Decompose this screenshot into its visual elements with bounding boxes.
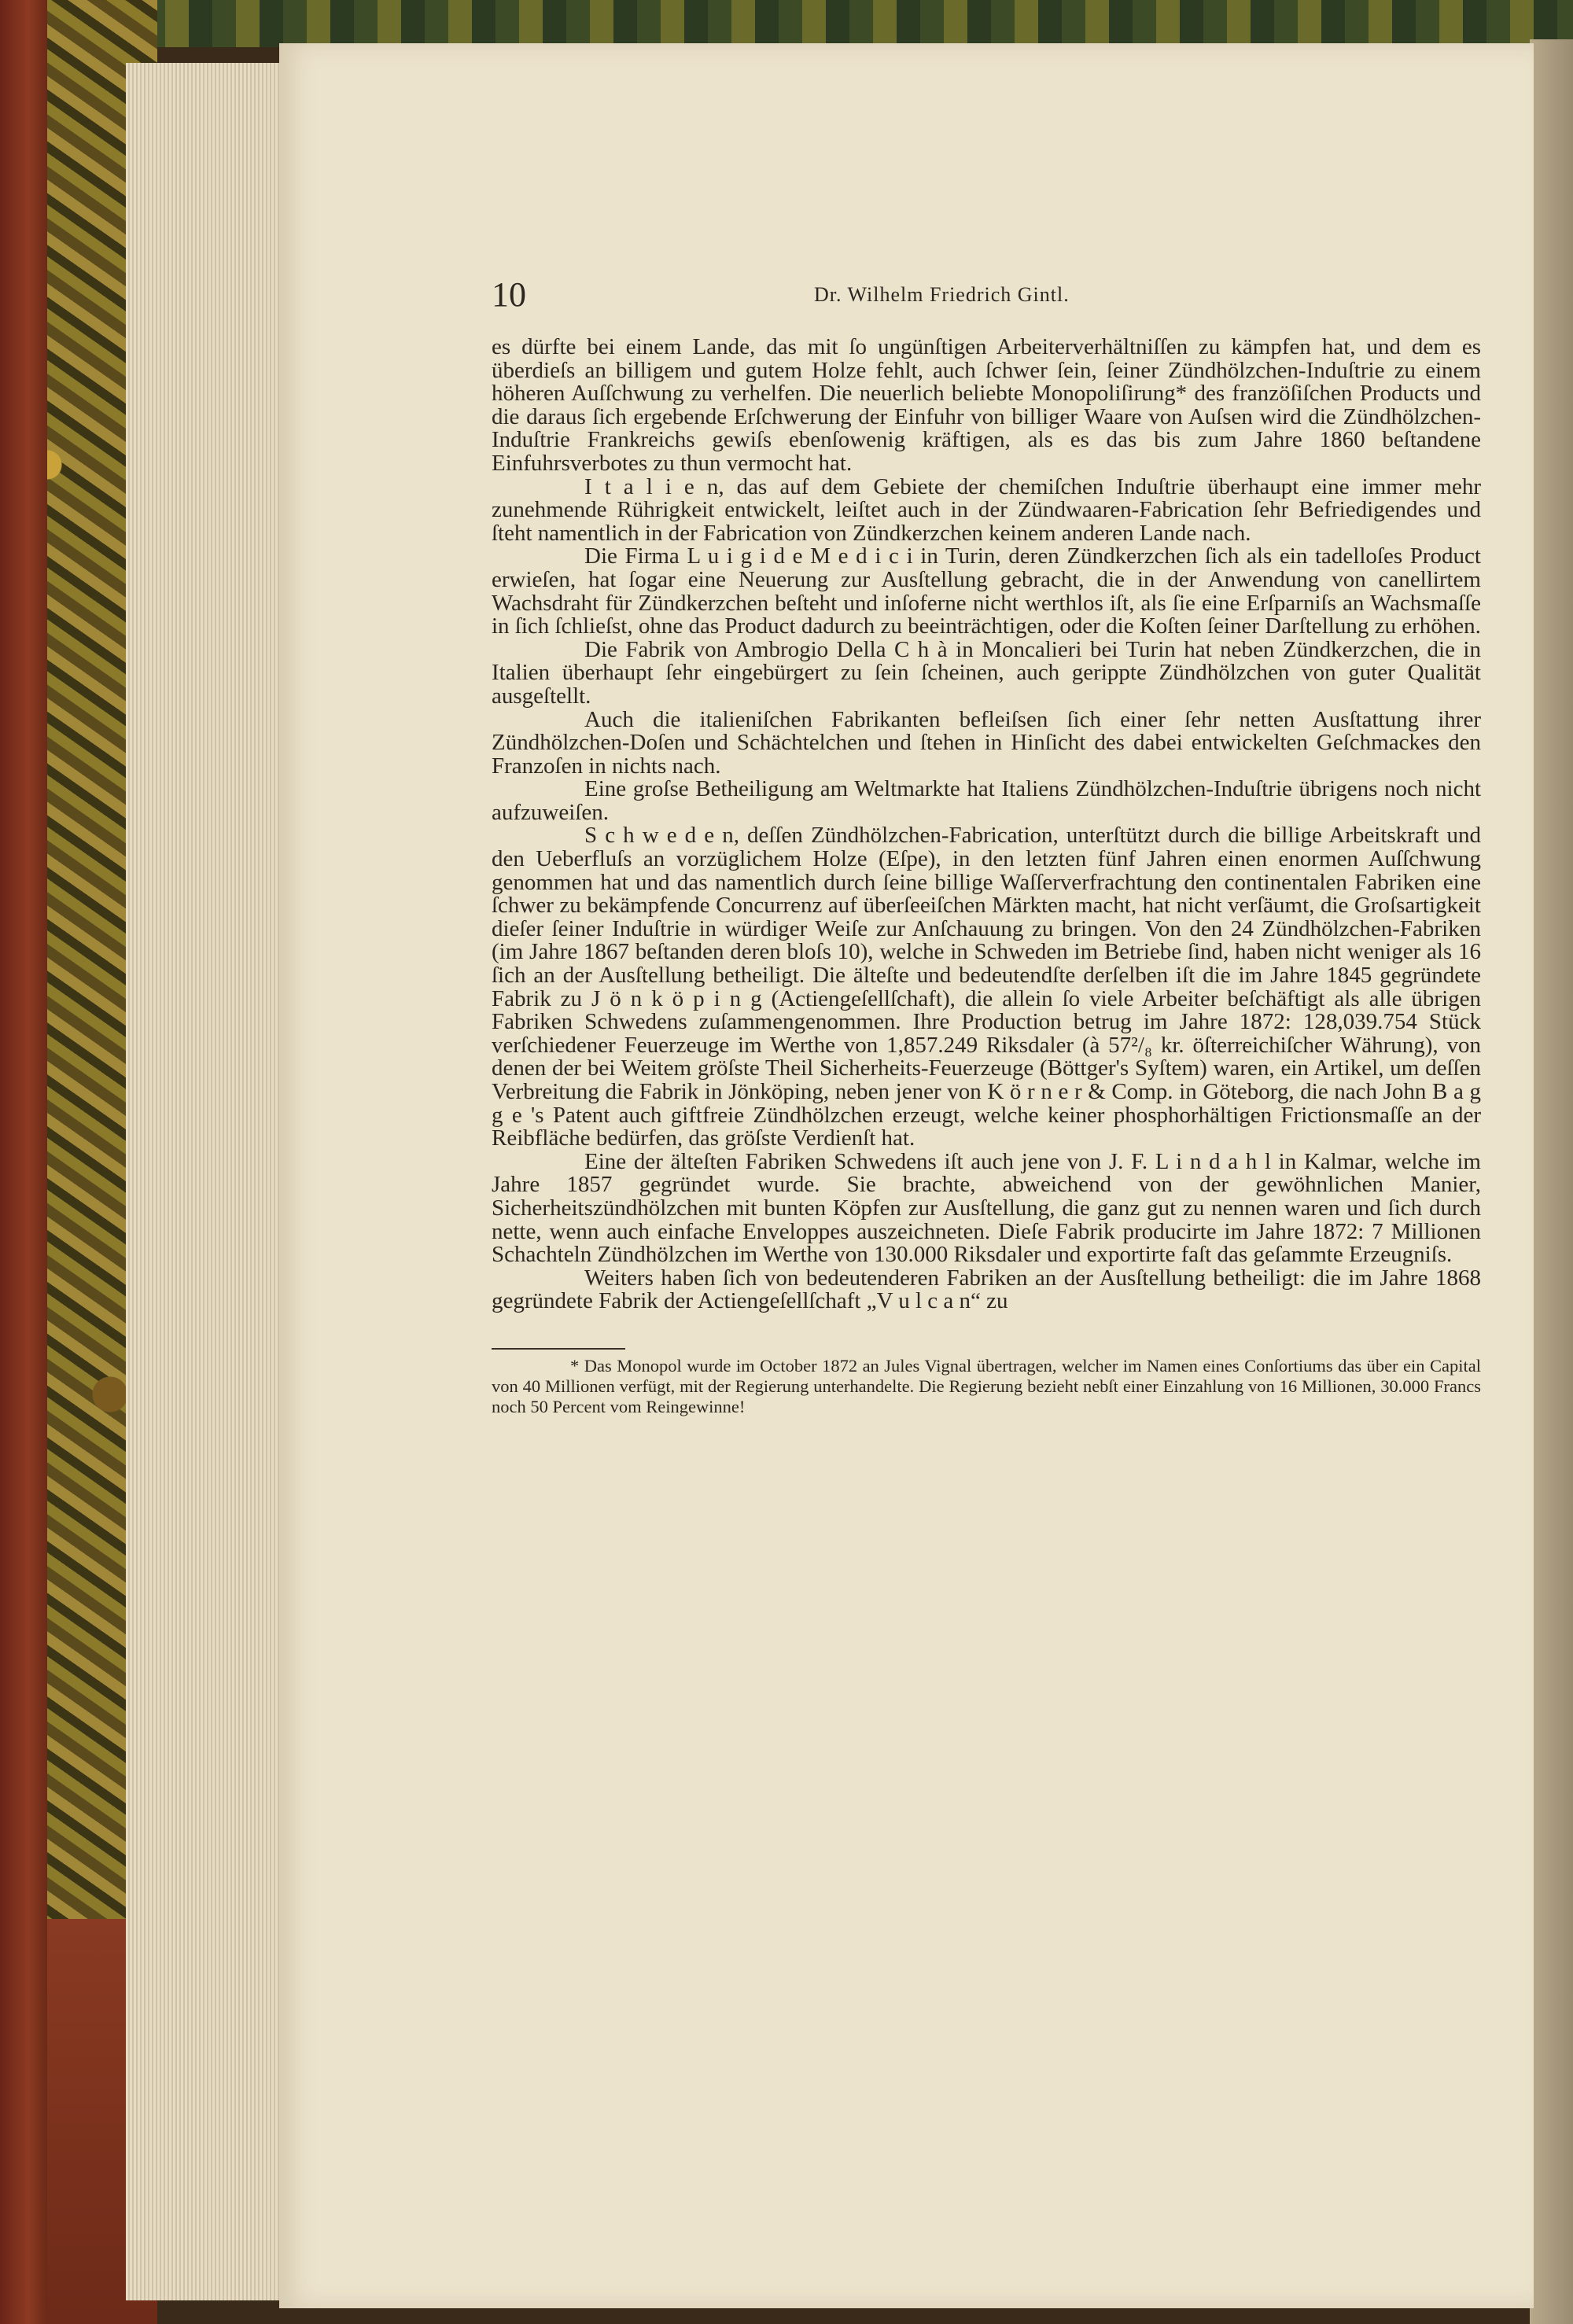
paragraph: Die Firma L u i g i d e M e d i c i in Turin, deren Zündkerzchen ſich als ein tadelloſes Product erwieſen, hat ſogar eine Neuerung zur Ausſtellung gebracht, die in der Anwendung von canellirtem Wachsdraht für Zündkerzchen beſteht und inſoferne nicht werthlos iſt, als ſie eine Erſparniſs an Wachsmaſſe in ſich ſchlieſst, ohne das Product dadurch zu beeinträchtigen, oder die Koſten ſeiner Darſtellung zu erhöhen. (492, 543, 1481, 639)
paragraph: Die Fabrik von Ambrogio Della C h à in Moncalieri bei Turin hat neben Zündkerzchen, die in Italien überhaupt ſehr eingebürgert zu ſein ſcheinen, auch gerippte Zündhölzchen von guter Qualität ausgeſtellt. (492, 636, 1481, 709)
book-page (279, 43, 1534, 2308)
leather-spine (0, 0, 47, 2324)
footnote: * Das Monopol wurde im October 1872 an Jules Vignal übertragen, welcher im Namen eines Conſortiums das über ein Capital von 40 Millionen verfügt, mit der Regierung unterhandelte. Die Regierung bezieht nebſt einer Einzahlung von 16 Millionen, 30.000 Francs noch 50 Percent vom Reingewinne! (492, 1355, 1481, 1416)
paragraph: Auch die italieniſchen Fabrikanten befleiſsen ſich einer ſehr netten Ausſtattung ihrer Zündhölzchen-Doſen und Schächtelchen und ſtehen in Hinſicht des dabei entwickelten Geſchmackes den Franzoſen in nichts nach. (492, 706, 1481, 779)
paragraph: I t a l i e n, das auf dem Gebiete der chemiſchen Induſtrie überhaupt eine immer mehr zunehmende Rührigkeit entwickelt, leiſtet auch in der Zündwaaren-Fabrication ſehr Befriedigendes und ſteht namentlich in der Fabrication von Zündkerzchen keinem anderen Lande nach. (492, 473, 1481, 546)
page-text-block (492, 271, 1481, 1417)
paragraph: S c h w e d e n, deſſen Zündhölzchen-Fabrication, unterſtützt durch die billige Arbeitskraft und den Ueberfluſs an vorzüglichem Holze (Eſpe), in den letzten fünf Jahren einen enormen Auſſchwung genommen hat und das namentlich durch ſeine billige Waſſerverfrachtung den continentalen Fabriken eine ſchwer zu bekämpfende Concurrenz auf überſeeiſchen Märkten macht, hat nicht verſäumt, die Groſsartigkeit dieſer ſeiner Induſtrie in würdiger Weiſe zur Anſchauung zu bringen. Von den 24 Zündhölzchen-Fabriken (im Jahre 1867 beſtanden deren bloſs 10), welche in Schweden im Betriebe ſind, haben nicht weniger als 16 ſich an der Ausſtellung betheiligt. Die älteſte und bedeutendſte derſelben iſt die im Jahre 1845 gegründete Fabrik zu J ö n k ö p i n g (Actiengeſellſchaft), die allein ſo viele Arbeiter beſchäftigt als alle übrigen Fabriken Schwedens zuſammengenommen. Ihre Production betrug im Jahre 1872: 128,039.754 Stück verſchiedener Feuerzeuge im Werthe von 1,857.249 Riksdaler (à 57²/₈ kr. öſterreichiſcher Währung), von denen der bei Weitem gröſste Theil Sicherheits-Feuerzeuge (Böttger's Syſtem) waren, ein Artikel, um deſſen Verbreitung die Fabrik in Jönköping, neben jener von K ö r n e r & Comp. in Göteborg, die nach John B a g g e 's Patent auch giftfreie Zündhölzchen erzeugt, welche keiner phosphorhältigen Frictionsmaſſe an der Reibfläche bedürfen, das gröſste Verdienſt hat. (492, 823, 1481, 1151)
paragraph: Weiters haben ſich von bedeutenderen Fabriken an der Ausſtellung betheiligt: die im Jahre 1868 gegründete Fabrik der Actiengeſellſchaft „V u l c a n“ zu (492, 1265, 1481, 1314)
facing-page-edge (1530, 39, 1573, 2324)
page-number: 10 (492, 275, 526, 314)
running-head (492, 271, 1481, 319)
paragraph: es dürfte bei einem Lande, das mit ſo ungünſtigen Arbeiterverhältniſſen zu kämpfen hat, und dem es überdieſs an billigem und gutem Holze fehlt, auch ſchwer ſein, ſeiner Zündhölzchen-Induſtrie zu einem höheren Auſſchwung zu verhelfen. Die neuerlich beliebte Monopoliſirung* des franzöſiſchen Products und die daraus ſich ergebende Erſchwerung der Einfuhr von billiger Waare von Auſsen wird die Zündhölzchen-Induſtrie Frankreichs gewiſs ebenſowenig kräftigen, als es das bis zum Jahre 1860 beſtandene Einfuhrsverbotes zu thun vermocht hat. (492, 334, 1481, 476)
paragraph: Eine der älteſten Fabriken Schwedens iſt auch jene von J. F. L i n d a h l in Kalmar, welche im Jahre 1857 gegründet wurde. Sie brachte, abweichend von der gewöhnlichen Manier, Sicherheitszündhölzchen mit bunten Köpfen zur Ausſtellung, die ganz gut zu nennen waren und ſich durch nette, wenn auch einfache Enveloppes auszeichneten. Dieſe Fabrik producirte im Jahre 1872: 7 Millionen Schachteln Zündhölzchen im Werthe von 130.000 Riksdaler und exportirte faſt das geſammte Erzeugniſs. (492, 1148, 1481, 1268)
running-title: Dr. Wilhelm Friedrich Gintl. (814, 283, 1070, 306)
footnote-divider (492, 1348, 625, 1350)
book-cover-top-band (0, 0, 1573, 47)
paragraph: Eine groſse Betheiligung am Weltmarkte hat Italiens Zündhölzchen-Induſtrie übrigens noch nicht aufzuweiſen. (492, 776, 1481, 825)
page-stack-edge (126, 63, 283, 2300)
